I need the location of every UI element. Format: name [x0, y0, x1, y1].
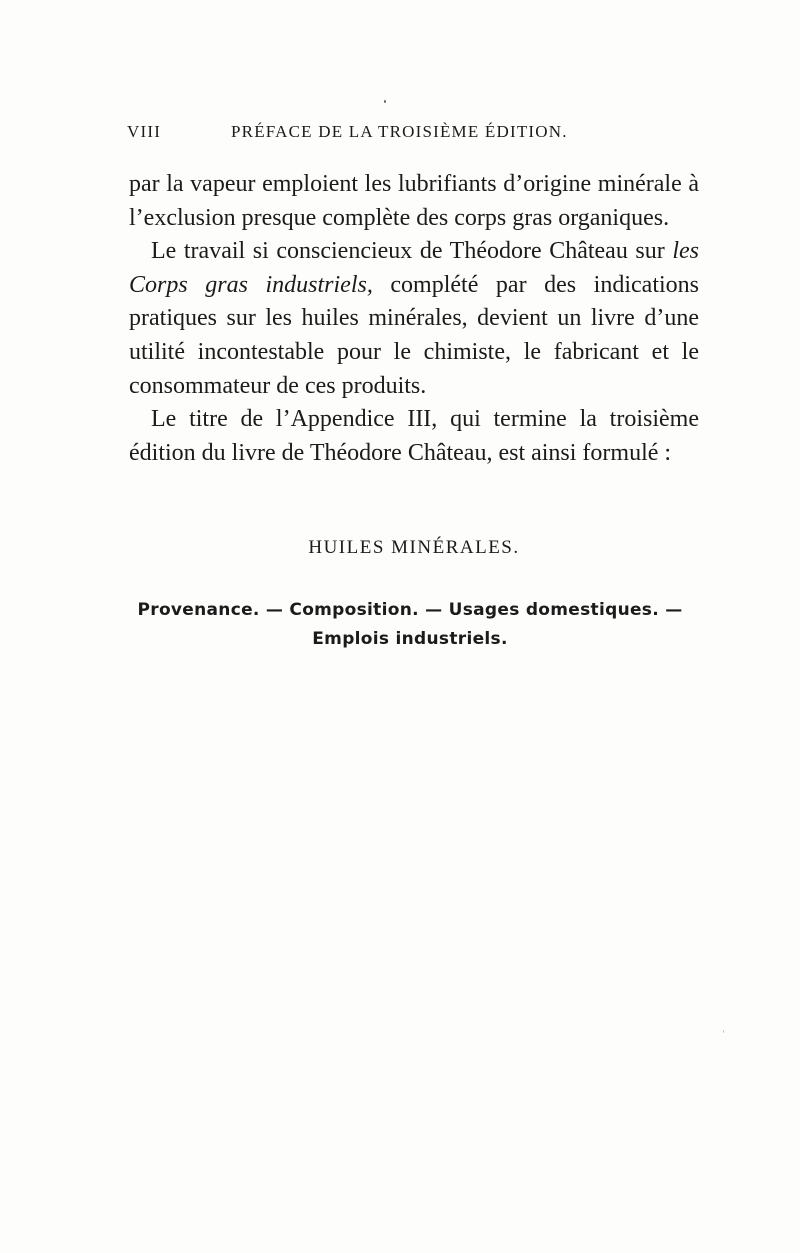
paragraph-1: par la vapeur emploient les lubrifiants d’origine minérale à l’exclusion presque complète des corps gras organiques.	[129, 171, 699, 231]
paragraph-2-lead: Le travail si consciencieux de Théodore Château sur	[151, 238, 673, 265]
appendix-subtitle-line-1: Provenance. — Composition. — Usages domestiques. —	[137, 600, 683, 620]
page-number: VIII	[127, 122, 162, 141]
body-text	[129, 168, 699, 470]
appendix-subtitle-line-2: Emplois industriels.	[312, 629, 508, 649]
paper-speck	[384, 100, 386, 103]
book-title-italic: les Corps gras industriels,	[129, 238, 699, 298]
appendix-heading: HUILES MINÉRALES.	[308, 537, 520, 558]
running-head	[127, 122, 702, 146]
paragraph-2-tail: complété par des indications pratiques sur les huiles minérales, devient un livre d’une utilité incontestable pour le chimiste, le fabricant et le consommateur de ces produits.	[129, 271, 699, 399]
running-title: PRÉFACE DE LA TROISIÈME ÉDITION.	[231, 122, 568, 141]
paragraph-2	[129, 235, 699, 403]
paper-speck	[723, 1030, 724, 1033]
appendix-subtitle	[110, 596, 710, 654]
paragraph-3: Le titre de l’Appendice III, qui termine la troisième édition du livre de Théodore Château, est ainsi formulé :	[129, 406, 699, 466]
